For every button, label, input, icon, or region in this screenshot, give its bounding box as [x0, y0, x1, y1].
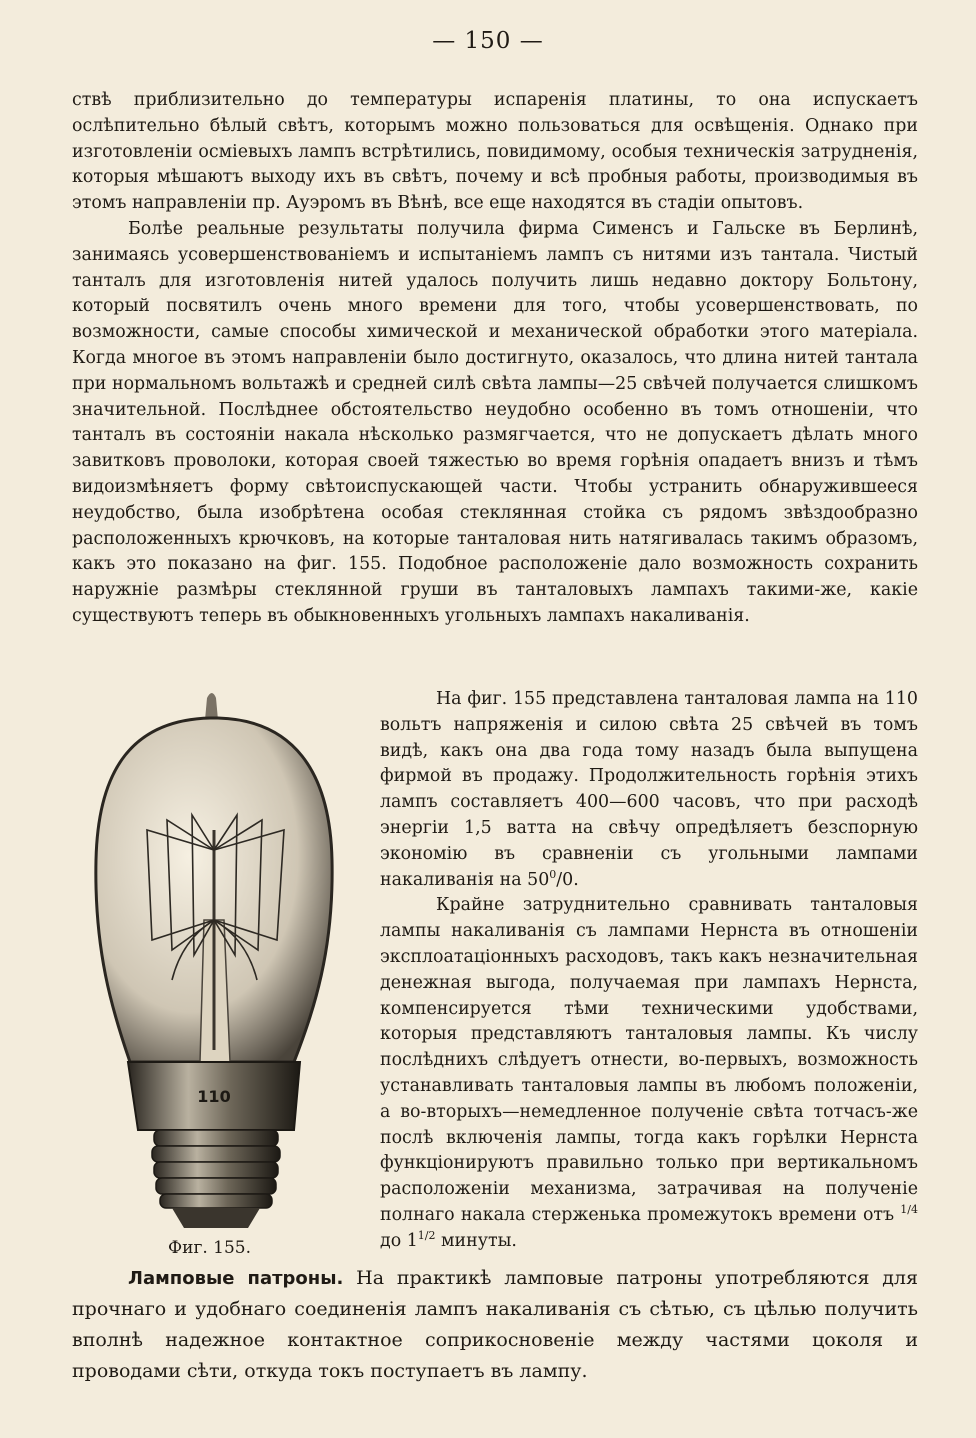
paragraph-sockets-text: На практикѣ ламповые патроны употребляются для прочнаго и удобнаго соединенія лампъ накаливанія съ сѣтью, съ цѣлью получить вполнѣ надежное контактное соприкосновеніе между частями цоколя и проводами сѣти, откуда токъ поступаетъ въ лампу.	[72, 1267, 918, 1382]
percent-sup: 0	[549, 867, 557, 881]
paragraph-figure-text: На фиг. 155 представлена танталовая лампа на 110 вольтъ напряженія и силою свѣта 25 свѣчей въ томъ видѣ, какъ она два года тому назадъ была выпущена фирмой въ продажу. Продолжительность горѣнія этихъ лампъ составляетъ 400—600 часовъ, что при расходѣ энергіи 1,5 ватта на свѣчу опредѣляетъ безспорную экономію въ сравненіи съ угольными лампами накаливанія на 50	[380, 689, 918, 890]
paragraph-nernst-comparison	[380, 893, 918, 1254]
text-block-bottom	[72, 1263, 918, 1387]
paragraph-nernst-text: Крайне затруднительно сравнивать танталовыя лампы накаливанія съ лампами Нернста въ отношеніи эксплоатаціонныхъ расходовъ, такъ какъ незначительная денежная выгода, получаемая при лампахъ Нернста, компенсируется тѣми техническими удобствами, которыя представляютъ танталовыя лампы. Къ числу послѣднихъ слѣдуетъ отнести, во-первыхъ, возможность устанавливать танталовыя лампы въ любомъ положеніи, а во-вторыхъ—немедленное полученіе свѣта тотчасъ-же послѣ включенія лампы, тогда какъ горѣлки Нернста функціонируютъ правильно только при вертикальномъ расположеніи механизма, затрачивая на полученіе полнаго накала стерженька промежутокъ времени отъ	[380, 895, 918, 1225]
figure-caption: Фиг. 155.	[168, 1238, 252, 1258]
fraction-half: 1/2	[417, 1228, 436, 1242]
voltage-label: 110	[197, 1087, 231, 1106]
paragraph-tantalum: Болѣе реальные результаты получила фирма Сименсъ и Гальске въ Берлинѣ, занимаясь усовершенствованіемъ и испытаніемъ лампъ съ нитями изъ тантала. Чистый танталъ для изготовленія нитей удалось получить лишь недавно доктору Больтону, который посвятилъ очень много времени для того, чтобы усовершенствовать, по возможности, самые способы химической и механической обработки этого матеріала. Когда многое въ этомъ направленіи было достигнуто, оказалось, что длина нитей тантала при нормальномъ вольтажѣ и средней силѣ свѣта лампы—25 свѣчей получается слишкомъ значительной. Послѣднее обстоятельство неудобно особенно въ томъ отношеніи, что танталъ въ состояніи накала нѣсколько размягчается, что не допускаетъ дѣлать много завитковъ проволоки, которая своей тяжестью во время горѣнія опадаетъ внизъ и тѣмъ видоизмѣняетъ форму свѣтоиспускающей части. Чтобы устранить обнаружившееся неудобство, была изобрѣтена особая стеклянная стойка съ рядомъ звѣздообразно расположенныхъ крючковъ, на которые танталовая нить натягивалась такимъ образомъ, какъ это показано на фиг. 155. Подобное расположеніе дало возможность сохранить наружніе размѣры стеклянной груши въ танталовыхъ лампахъ такими-же, какіе существуютъ теперь въ обыкновенныхъ угольныхъ лампахъ накаливанія.	[72, 218, 918, 626]
fraction-quarter: 1/4	[900, 1203, 918, 1217]
paragraph-osmium: ствѣ приблизительно до температуры испаренія платины, то она испускаетъ ослѣпительно бѣлый свѣтъ, которымъ можно пользоваться для освѣщенія. Однако при изготовленіи осміевыхъ лампъ встрѣтились, повидимому, особыя техническія затрудненія, которыя мѣшаютъ выходу ихъ въ свѣтъ, почему и всѣ пробныя работы, производимыя въ этомъ направленіи пр. Ауэромъ въ Вѣнѣ, все еще находятся въ стадіи опытовъ.	[72, 90, 918, 214]
text-block-right	[380, 687, 918, 1255]
text-block-top	[72, 88, 918, 630]
page-number: — 150 —	[432, 28, 544, 54]
fraction-connector: до 1	[380, 1230, 418, 1251]
section-heading: Ламповые патроны.	[128, 1268, 344, 1289]
percent-sub: /0.	[556, 869, 579, 890]
screw-base	[152, 1130, 280, 1208]
paragraph-lamp-sockets	[72, 1263, 918, 1387]
tantalum-lamp-figure	[72, 690, 372, 1235]
paragraph-nernst-end: минуты.	[441, 1230, 517, 1251]
paragraph-figure-description	[380, 687, 918, 893]
base-contact	[172, 1208, 260, 1228]
bulb-tip	[205, 693, 218, 720]
